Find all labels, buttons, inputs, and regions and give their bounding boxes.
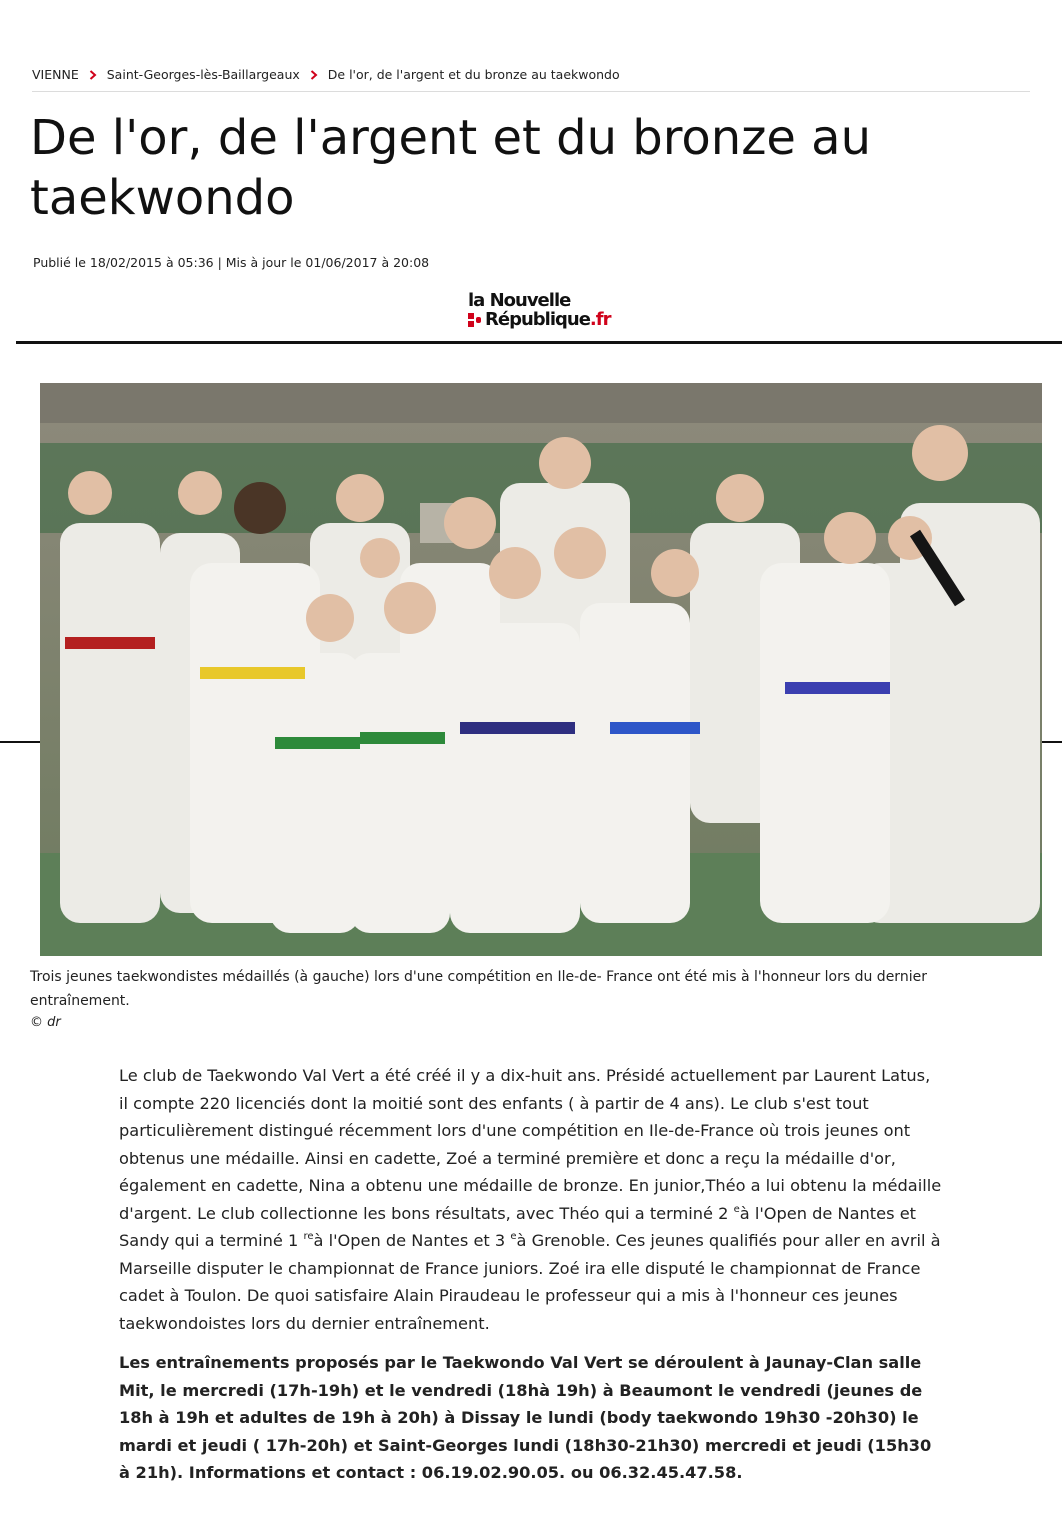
breadcrumb-item-vienne[interactable]: VIENNE [32,67,79,82]
publisher-logo[interactable] [468,290,668,340]
article-photo [40,383,1042,956]
photo-credit: © dr [30,1015,61,1030]
photo-caption: Trois jeunes taekwondistes médaillés (à gauche) lors d'une compétition en Ile-de- France ont été mis à l'honneur lors du dernier entraînement. [30,969,927,1009]
breadcrumb-item-town[interactable]: Saint-Georges-lès-Baillargeaux [106,67,300,82]
logo-mark-icon [468,313,482,327]
page-title: De l'or, de l'argent et du bronze au taekwondo [30,110,872,226]
article-paragraph-2: Les entraînements proposés par le Taekwondo Val Vert se déroulent à Jaunay-Clan salle Mit, le mercredi (17h-19h) et le vendredi (18hà 19h) à Beaumont le vendredi (jeunes de 18h à 19h et adultes de 19h à 20h) à Dissay le lundi (body taekwondo 19h30 -20h30) le mardi et jeudi ( 17h-20h) et Saint-Georges lundi (18h30-21h30) mercredi et jeudi (15h30 à 21h). Informations et contact : 06.19.02.90.05. ou 06.32.45.47.58. [119,1353,932,1482]
header-divider [16,341,1062,344]
group-photo-illustration [40,383,1042,956]
chevron-right-icon [79,67,107,82]
logo-suffix: .fr [589,309,611,330]
article-body [119,1062,943,1499]
breadcrumb-item-current: De l'or, de l'argent et du bronze au taekwondo [327,67,620,82]
breadcrumb [32,67,1030,92]
logo-line2: République.fr [485,309,611,330]
article-paragraph-1: Le club de Taekwondo Val Vert a été créé il y a dix-huit ans. Présidé actuellement par Laurent Latus, il compte 220 licenciés dont la moitié sont des enfants ( à partir de 4 ans). Le club s'est tout particulièrement distingué récemment lors d'une compétition en Ile-de-France où trois jeunes ont obtenus une médaille. Ainsi en cadette, Zoé a terminé première et donc a reçu la médaille d'or, également en cadette, Nina a obtenu une médaille de bronze. En junior,Théo a lui obtenu la médaille d'argent. Le club collectionne les bons résultats, avec Théo qui a terminé 2 $^e$à l'Open de Nantes et Sandy qui a terminé 1 $^{re}$à l'Open de Nantes et 3 $^e$à Grenoble. Ces jeunes qualifiés pour aller en avril à Marseille disputer le championnat de France juniors. Zoé ira elle disputé le championnat de France cadet à Toulon. De quoi satisfaire Alain Piraudeau le professeur qui a mis à l'honneur ces jeunes taekwondoistes lors du dernier entraînement. [119,1066,942,1333]
logo-line1: la Nouvelle [468,290,571,311]
publication-dates: Publié le 18/02/2015 à 05:36 | Mis à jour le 01/06/2017 à 20:08 [33,255,430,270]
chevron-right-icon [300,67,328,82]
